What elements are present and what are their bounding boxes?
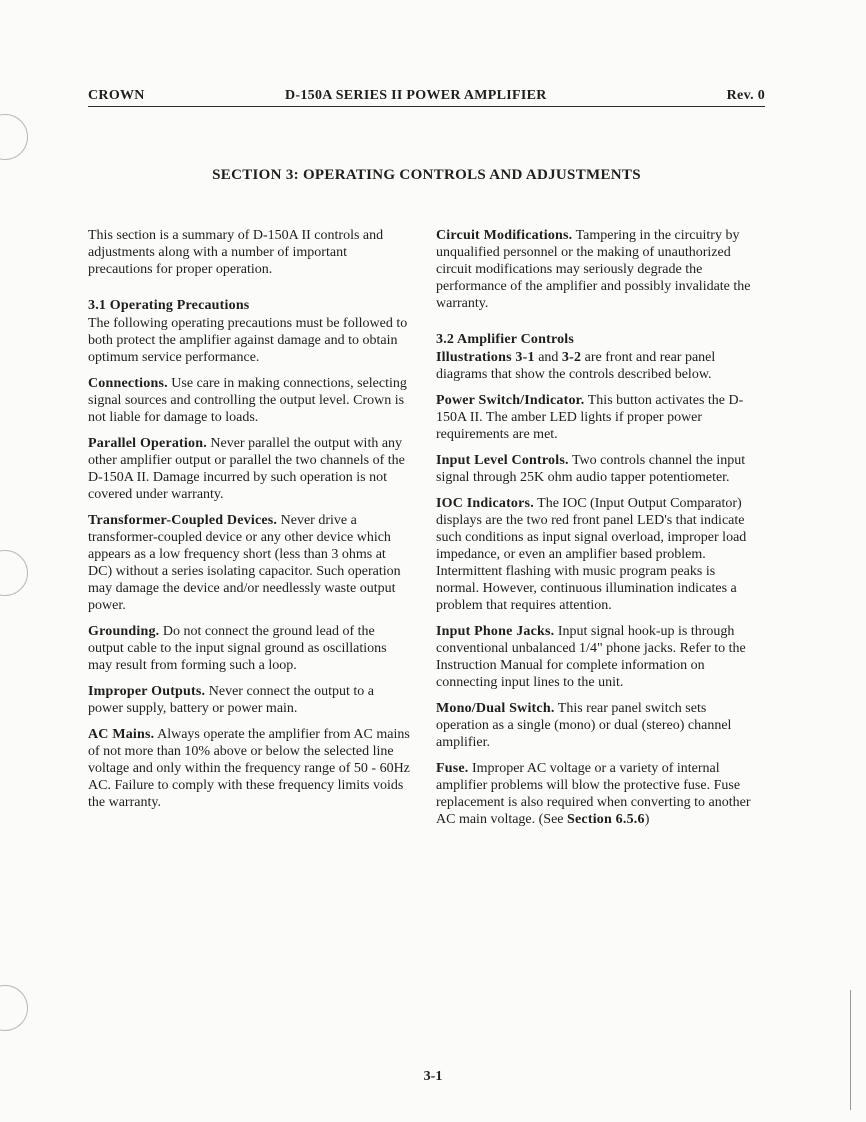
transformer-text: Never drive a transformer-coupled device or any other device which appears as a low frequency short (less than 3 ohms at DC) without a series isolating capacitor. Such operation may damage the device and/or needlessly waste output power.	[88, 513, 401, 613]
precautions-intro: The following operating precautions must be followed to both protect the amplifier against damage and to obtain optimum service performance.	[88, 316, 408, 365]
connections-term: Connections.	[88, 376, 168, 391]
right-column	[436, 227, 758, 837]
input-level-text: Two controls channel the input signal through 25K ohm audio tapper potentiometer.	[436, 453, 746, 485]
heading-amplifier-controls: 3.2 Amplifier Controls	[436, 332, 575, 347]
ac-mains-term: AC Mains.	[88, 727, 155, 742]
illustrations-term: Illustrations 3-1	[436, 350, 535, 365]
parallel-paragraph	[88, 435, 410, 503]
parallel-text: Never parallel the output with any other amplifier output or parallel the two channels of the D-150A II. Damage incurred by such operation is not covered under warranty.	[88, 436, 405, 502]
transformer-term: Transformer-Coupled Devices.	[88, 513, 278, 528]
ac-mains-paragraph	[88, 726, 410, 811]
improper-outputs-text: Never connect the output to a power supply, battery or power main.	[88, 684, 374, 716]
improper-outputs-term: Improper Outputs.	[88, 684, 206, 699]
mono-dual-paragraph	[436, 700, 758, 751]
input-level-paragraph	[436, 452, 758, 486]
illustrations-term-2: 3-2	[561, 350, 582, 365]
header-rule	[88, 106, 765, 107]
ac-mains-text: Always operate the amplifier from AC mains of not more than 10% above or below the selected line voltage and only within the frequency range of 50 - 60Hz AC. Failure to comply with these frequency limits voids the warranty.	[88, 727, 410, 810]
circuit-modifications-paragraph	[436, 227, 758, 312]
binder-hole-middle	[0, 550, 28, 596]
circuit-modifications-term: Circuit Modifications.	[436, 228, 573, 243]
power-switch-paragraph	[436, 392, 758, 443]
illustrations-and: and	[538, 350, 559, 365]
connections-text: Use care in making connections, selecting signal sources and controlling the output level. Crown is not liable for damage to loads.	[88, 376, 407, 425]
improper-outputs-paragraph	[88, 683, 410, 717]
transformer-paragraph	[88, 512, 410, 614]
phone-jacks-text: Input signal hook-up is through conventional unbalanced 1/4" phone jacks. Refer to the Instruction Manual for complete information on connecting input lines to the unit.	[436, 624, 746, 690]
intro-paragraph: This section is a summary of D-150A II controls and adjustments along with a number of important precautions for proper operation.	[88, 228, 384, 277]
grounding-paragraph	[88, 623, 410, 674]
phone-jacks-term: Input Phone Jacks.	[436, 624, 555, 639]
fuse-text: Improper AC voltage or a variety of internal amplifier problems will blow the protective fuse. Fuse replacement is also required when converting to another AC main voltage. (See	[436, 761, 751, 827]
heading-operating-precautions: 3.1 Operating Precautions	[88, 298, 250, 313]
ioc-paragraph	[436, 495, 758, 614]
left-column	[88, 227, 410, 820]
fuse-paragraph	[436, 760, 758, 828]
circuit-modifications-text: Tampering in the circuitry by unqualified personnel or the making of unauthorized circuit modifications may seriously degrade the performance of the amplifier and possibly invalidate the warranty.	[436, 228, 751, 311]
page-edge-line	[850, 990, 851, 1110]
parallel-term: Parallel Operation.	[88, 436, 207, 451]
header-title: D-150A SERIES II POWER AMPLIFIER	[285, 88, 547, 103]
grounding-text: Do not connect the ground lead of the output cable to the input signal ground as oscillations may result from forming such a loop.	[88, 624, 387, 673]
connections-paragraph	[88, 375, 410, 426]
ioc-text: The IOC (Input Output Comparator) displays are the two red front panel LED's that indicate such conditions as input signal overload, improper load impedance, or even an amplifier based problem. Intermittent flashing with music program peaks is normal. However, continuous illumination indicates a problem that requires attention.	[436, 496, 747, 613]
header-brand: CROWN	[88, 88, 145, 103]
mono-dual-term: Mono/Dual Switch.	[436, 701, 555, 716]
binder-hole-top	[0, 114, 28, 160]
fuse-term: Fuse.	[436, 761, 469, 776]
power-switch-term: Power Switch/Indicator.	[436, 393, 585, 408]
section-title: SECTION 3: OPERATING CONTROLS AND ADJUSTMENTS	[212, 167, 641, 183]
illustrations-text: are front and rear panel diagrams that show the controls described below.	[436, 350, 716, 382]
illustrations-paragraph	[436, 349, 758, 383]
mono-dual-text: This rear panel switch sets operation as a single (mono) or dual (stereo) channel amplifier.	[436, 701, 732, 750]
fuse-section-ref: Section 6.5.6	[567, 812, 645, 827]
power-switch-text: This button activates the D-150A II. The amber LED lights if proper power requirements are met.	[436, 393, 744, 442]
phone-jacks-paragraph	[436, 623, 758, 691]
page-number: 3-1	[423, 1069, 443, 1084]
header-revision: Rev. 0	[726, 88, 765, 103]
binder-hole-bottom	[0, 985, 28, 1031]
fuse-close-paren: )	[644, 812, 650, 827]
ioc-term: IOC Indicators.	[436, 496, 534, 511]
input-level-term: Input Level Controls.	[436, 453, 569, 468]
grounding-term: Grounding.	[88, 624, 160, 639]
